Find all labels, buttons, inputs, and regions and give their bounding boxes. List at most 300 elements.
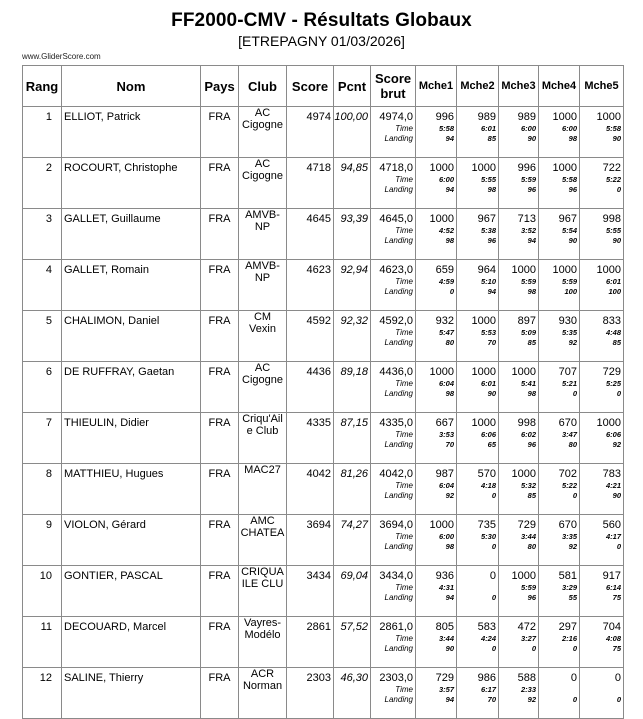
round-landing: 98 xyxy=(445,236,454,245)
table-row xyxy=(23,515,624,566)
round-2-cell xyxy=(457,413,499,464)
country-cell: FRA xyxy=(201,668,239,719)
rang-cell: 10 xyxy=(23,566,62,617)
club-cell: AC Cigogne xyxy=(239,362,287,413)
country-cell: FRA xyxy=(201,107,239,158)
round-time: 4:17 xyxy=(605,532,621,541)
round-landing: 0 xyxy=(616,542,621,551)
round-time: 6:02 xyxy=(520,430,536,439)
score-cell: 4436 xyxy=(287,362,334,413)
round-score: 704 xyxy=(602,621,621,633)
pilot-name: GALLET, Romain xyxy=(62,260,201,311)
round-landing: 94 xyxy=(487,287,496,296)
round-time: 5:10 xyxy=(480,277,496,286)
round-1-cell xyxy=(416,362,457,413)
round-5-cell xyxy=(580,209,624,260)
percent-cell: 89,18 xyxy=(334,362,371,413)
score-cell: 4645 xyxy=(287,209,334,260)
round-3-cell xyxy=(499,107,539,158)
round-landing: 0 xyxy=(572,389,577,398)
round-score: 967 xyxy=(477,213,496,225)
round-time: 5:59 xyxy=(561,277,577,286)
percent-cell: 100,00 xyxy=(334,107,371,158)
country-cell: FRA xyxy=(201,209,239,260)
site-credit: www.GliderScore.com xyxy=(22,52,101,61)
round-4-cell xyxy=(539,668,580,719)
round-landing: 98 xyxy=(445,389,454,398)
round-time: 6:01 xyxy=(480,124,496,133)
pilot-name: ROCOURT, Christophe xyxy=(62,158,201,209)
round-landing: 80 xyxy=(527,542,536,551)
round-1-cell xyxy=(416,158,457,209)
results-body xyxy=(23,107,624,719)
round-score: 1000 xyxy=(471,162,496,174)
round-score: 833 xyxy=(602,315,621,327)
round-score: 670 xyxy=(558,417,577,429)
round-score: 570 xyxy=(477,468,496,480)
round-5-cell xyxy=(580,158,624,209)
round-time: 6:00 xyxy=(438,532,454,541)
round-score: 707 xyxy=(558,366,577,378)
round-4-cell xyxy=(539,311,580,362)
round-1-cell xyxy=(416,107,457,158)
country-cell: FRA xyxy=(201,158,239,209)
percent-cell: 69,04 xyxy=(334,566,371,617)
raw-score-value: 3694,0 xyxy=(379,519,413,531)
round-landing: 0 xyxy=(616,695,621,704)
round-time: 6:01 xyxy=(480,379,496,388)
round-landing: 98 xyxy=(527,287,536,296)
round-landing: 0 xyxy=(531,644,536,653)
round-time: 3:35 xyxy=(561,532,577,541)
table-row xyxy=(23,566,624,617)
round-score: 1000 xyxy=(429,366,454,378)
round-landing: 92 xyxy=(612,440,621,449)
round-score: 783 xyxy=(602,468,621,480)
club-cell: CM Vexin xyxy=(239,311,287,362)
round-landing: 98 xyxy=(487,185,496,194)
col-header-mche2: Mche2 xyxy=(457,66,499,107)
raw-score-value: 4592,0 xyxy=(379,315,413,327)
round-score: 998 xyxy=(517,417,536,429)
round-landing: 90 xyxy=(612,236,621,245)
round-5-cell xyxy=(580,464,624,515)
round-3-cell xyxy=(499,668,539,719)
round-landing: 94 xyxy=(527,236,536,245)
page-title: FF2000-CMV - Résultats Globaux xyxy=(171,10,472,31)
landing-label: Landing xyxy=(384,389,413,398)
time-label: Time xyxy=(395,277,413,286)
round-3-cell xyxy=(499,566,539,617)
round-score: 805 xyxy=(435,621,454,633)
raw-score-cell xyxy=(371,260,416,311)
round-5-cell xyxy=(580,311,624,362)
round-score: 1000 xyxy=(596,264,621,276)
raw-score-value: 3434,0 xyxy=(379,570,413,582)
round-time: 6:00 xyxy=(561,124,577,133)
raw-score-cell xyxy=(371,107,416,158)
results-table xyxy=(22,65,624,719)
round-4-cell xyxy=(539,617,580,668)
round-landing: 0 xyxy=(491,593,496,602)
country-cell: FRA xyxy=(201,311,239,362)
round-5-cell xyxy=(580,566,624,617)
round-landing: 55 xyxy=(568,593,577,602)
round-landing: 90 xyxy=(445,644,454,653)
round-time: 5:54 xyxy=(561,226,577,235)
country-cell: FRA xyxy=(201,566,239,617)
round-landing: 96 xyxy=(568,185,577,194)
round-2-cell xyxy=(457,107,499,158)
round-score: 735 xyxy=(477,519,496,531)
round-landing: 0 xyxy=(491,491,496,500)
round-time: 3:53 xyxy=(438,430,454,439)
col-header-score-brut: Score brut xyxy=(371,66,416,107)
col-header-mche1: Mche1 xyxy=(416,66,457,107)
round-landing: 100 xyxy=(608,287,621,296)
raw-score-value: 4974,0 xyxy=(379,111,413,123)
pilot-name: ELLIOT, Patrick xyxy=(62,107,201,158)
round-landing: 94 xyxy=(445,134,454,143)
round-2-cell xyxy=(457,209,499,260)
raw-score-cell xyxy=(371,617,416,668)
raw-score-cell xyxy=(371,515,416,566)
round-time: 6:01 xyxy=(605,277,621,286)
score-cell: 4592 xyxy=(287,311,334,362)
col-header-pays: Pays xyxy=(201,66,239,107)
raw-score-cell xyxy=(371,209,416,260)
round-2-cell xyxy=(457,311,499,362)
round-time: 5:41 xyxy=(520,379,536,388)
raw-score-value: 2861,0 xyxy=(379,621,413,633)
round-2-cell xyxy=(457,260,499,311)
round-2-cell xyxy=(457,158,499,209)
round-time: 4:48 xyxy=(605,328,621,337)
round-time: 3:47 xyxy=(561,430,577,439)
pilot-name: SALINE, Thierry xyxy=(62,668,201,719)
round-time: 6:04 xyxy=(438,379,454,388)
raw-score-value: 2303,0 xyxy=(379,672,413,684)
round-landing: 75 xyxy=(612,593,621,602)
club-cell: CRIQUA ILE CLU xyxy=(239,566,287,617)
time-label: Time xyxy=(395,226,413,235)
round-landing: 94 xyxy=(445,185,454,194)
round-landing: 92 xyxy=(568,338,577,347)
round-time: 6:00 xyxy=(520,124,536,133)
table-row xyxy=(23,311,624,362)
round-landing: 0 xyxy=(491,644,496,653)
pilot-name: VIOLON, Gérard xyxy=(62,515,201,566)
round-5-cell xyxy=(580,362,624,413)
country-cell: FRA xyxy=(201,617,239,668)
round-landing: 85 xyxy=(527,491,536,500)
landing-label: Landing xyxy=(384,236,413,245)
landing-label: Landing xyxy=(384,440,413,449)
country-cell: FRA xyxy=(201,464,239,515)
round-score: 897 xyxy=(517,315,536,327)
round-4-cell xyxy=(539,515,580,566)
round-3-cell xyxy=(499,413,539,464)
time-label: Time xyxy=(395,685,413,694)
round-2-cell xyxy=(457,668,499,719)
round-time: 5:58 xyxy=(438,124,454,133)
round-time: 5:22 xyxy=(561,481,577,490)
percent-cell: 92,32 xyxy=(334,311,371,362)
round-4-cell xyxy=(539,107,580,158)
round-time xyxy=(457,583,496,593)
round-time: 4:31 xyxy=(438,583,454,592)
round-time: 5:22 xyxy=(605,175,621,184)
round-score: 1000 xyxy=(552,162,577,174)
round-landing: 98 xyxy=(445,542,454,551)
round-landing: 90 xyxy=(487,389,496,398)
round-score: 998 xyxy=(602,213,621,225)
round-score: 667 xyxy=(435,417,454,429)
country-cell: FRA xyxy=(201,260,239,311)
round-time: 5:30 xyxy=(480,532,496,541)
round-5-cell xyxy=(580,107,624,158)
round-time: 4:52 xyxy=(438,226,454,235)
raw-score-value: 4645,0 xyxy=(379,213,413,225)
round-score: 1000 xyxy=(511,570,536,582)
round-time: 5:55 xyxy=(480,175,496,184)
round-3-cell xyxy=(499,362,539,413)
round-landing: 96 xyxy=(527,593,536,602)
round-score: 932 xyxy=(435,315,454,327)
round-time: 4:18 xyxy=(480,481,496,490)
round-landing: 92 xyxy=(527,695,536,704)
round-1-cell xyxy=(416,617,457,668)
round-score: 1000 xyxy=(471,315,496,327)
landing-label: Landing xyxy=(384,134,413,143)
round-5-cell xyxy=(580,668,624,719)
round-time: 6:00 xyxy=(438,175,454,184)
round-landing: 90 xyxy=(612,134,621,143)
round-landing: 92 xyxy=(568,542,577,551)
round-2-cell xyxy=(457,464,499,515)
rang-cell: 6 xyxy=(23,362,62,413)
round-score: 1000 xyxy=(596,417,621,429)
round-3-cell xyxy=(499,311,539,362)
table-row xyxy=(23,413,624,464)
round-score: 1000 xyxy=(596,111,621,123)
round-4-cell xyxy=(539,158,580,209)
round-time: 3:57 xyxy=(438,685,454,694)
round-score: 996 xyxy=(435,111,454,123)
round-score: 1000 xyxy=(552,264,577,276)
club-cell: AMC CHATEA xyxy=(239,515,287,566)
pilot-name: GALLET, Guillaume xyxy=(62,209,201,260)
country-cell: FRA xyxy=(201,413,239,464)
round-landing: 0 xyxy=(572,644,577,653)
rang-cell: 12 xyxy=(23,668,62,719)
round-landing: 96 xyxy=(487,236,496,245)
round-time: 5:25 xyxy=(605,379,621,388)
score-cell: 4974 xyxy=(287,107,334,158)
round-time: 4:59 xyxy=(438,277,454,286)
raw-score-cell xyxy=(371,413,416,464)
raw-score-value: 4623,0 xyxy=(379,264,413,276)
round-4-cell xyxy=(539,260,580,311)
round-score: 986 xyxy=(477,672,496,684)
percent-cell: 94,85 xyxy=(334,158,371,209)
club-cell: ACR Norman xyxy=(239,668,287,719)
round-time: 3:52 xyxy=(520,226,536,235)
percent-cell: 74,27 xyxy=(334,515,371,566)
round-time: 5:59 xyxy=(520,175,536,184)
round-1-cell xyxy=(416,260,457,311)
col-header-score: Score xyxy=(287,66,334,107)
round-landing: 0 xyxy=(572,695,577,704)
round-score: 659 xyxy=(435,264,454,276)
round-3-cell xyxy=(499,209,539,260)
table-row xyxy=(23,617,624,668)
round-time: 3:44 xyxy=(520,532,536,541)
landing-label: Landing xyxy=(384,491,413,500)
round-landing: 85 xyxy=(487,134,496,143)
score-cell: 3694 xyxy=(287,515,334,566)
round-landing: 100 xyxy=(564,287,577,296)
round-time: 5:21 xyxy=(561,379,577,388)
round-score: 0 xyxy=(614,672,621,684)
round-landing: 90 xyxy=(612,491,621,500)
round-3-cell xyxy=(499,158,539,209)
round-1-cell xyxy=(416,464,457,515)
round-score: 729 xyxy=(435,672,454,684)
round-score: 588 xyxy=(517,672,536,684)
round-score: 917 xyxy=(602,570,621,582)
time-label: Time xyxy=(395,583,413,592)
round-4-cell xyxy=(539,209,580,260)
table-row xyxy=(23,158,624,209)
round-1-cell xyxy=(416,566,457,617)
table-row xyxy=(23,260,624,311)
time-label: Time xyxy=(395,379,413,388)
round-score: 1000 xyxy=(511,264,536,276)
round-landing: 92 xyxy=(445,491,454,500)
round-landing: 0 xyxy=(572,491,577,500)
pilot-name: MATTHIEU, Hugues xyxy=(62,464,201,515)
percent-cell: 87,15 xyxy=(334,413,371,464)
round-score: 987 xyxy=(435,468,454,480)
percent-cell: 81,26 xyxy=(334,464,371,515)
round-4-cell xyxy=(539,413,580,464)
round-landing: 65 xyxy=(487,440,496,449)
round-time: 5:53 xyxy=(480,328,496,337)
round-landing: 98 xyxy=(568,134,577,143)
round-score: 581 xyxy=(558,570,577,582)
raw-score-cell xyxy=(371,668,416,719)
club-cell: AC Cigogne xyxy=(239,158,287,209)
round-5-cell xyxy=(580,515,624,566)
table-row xyxy=(23,362,624,413)
raw-score-cell xyxy=(371,566,416,617)
round-time: 4:08 xyxy=(605,634,621,643)
round-score: 989 xyxy=(477,111,496,123)
round-2-cell xyxy=(457,515,499,566)
raw-score-value: 4042,0 xyxy=(379,468,413,480)
round-landing: 85 xyxy=(612,338,621,347)
round-time xyxy=(539,685,577,695)
rang-cell: 1 xyxy=(23,107,62,158)
round-landing: 96 xyxy=(527,440,536,449)
percent-cell: 46,30 xyxy=(334,668,371,719)
round-landing: 80 xyxy=(568,440,577,449)
club-cell: AC Cigogne xyxy=(239,107,287,158)
round-1-cell xyxy=(416,515,457,566)
round-2-cell xyxy=(457,617,499,668)
round-time: 6:06 xyxy=(605,430,621,439)
round-time: 2:33 xyxy=(520,685,536,694)
round-time: 3:29 xyxy=(561,583,577,592)
score-cell: 3434 xyxy=(287,566,334,617)
raw-score-value: 4718,0 xyxy=(379,162,413,174)
round-time: 5:59 xyxy=(520,583,536,592)
pilot-name: GONTIER, PASCAL xyxy=(62,566,201,617)
round-landing: 0 xyxy=(491,542,496,551)
round-score: 702 xyxy=(558,468,577,480)
score-cell: 4335 xyxy=(287,413,334,464)
time-label: Time xyxy=(395,634,413,643)
raw-score-cell xyxy=(371,464,416,515)
pilot-name: THIEULIN, Didier xyxy=(62,413,201,464)
time-label: Time xyxy=(395,175,413,184)
landing-label: Landing xyxy=(384,287,413,296)
round-3-cell xyxy=(499,617,539,668)
round-time: 5:35 xyxy=(561,328,577,337)
round-landing: 75 xyxy=(612,644,621,653)
round-time: 5:58 xyxy=(561,175,577,184)
round-time: 6:04 xyxy=(438,481,454,490)
round-time: 5:55 xyxy=(605,226,621,235)
landing-label: Landing xyxy=(384,542,413,551)
round-score: 722 xyxy=(602,162,621,174)
score-cell: 4042 xyxy=(287,464,334,515)
round-landing: 96 xyxy=(527,185,536,194)
round-time: 5:32 xyxy=(520,481,536,490)
round-landing: 85 xyxy=(527,338,536,347)
score-cell: 2861 xyxy=(287,617,334,668)
round-3-cell xyxy=(499,260,539,311)
round-3-cell xyxy=(499,464,539,515)
round-2-cell xyxy=(457,566,499,617)
landing-label: Landing xyxy=(384,644,413,653)
rang-cell: 4 xyxy=(23,260,62,311)
round-score: 472 xyxy=(517,621,536,633)
landing-label: Landing xyxy=(384,695,413,704)
round-score: 1000 xyxy=(511,468,536,480)
round-time: 5:47 xyxy=(438,328,454,337)
col-header-mche3: Mche3 xyxy=(499,66,539,107)
round-score: 1000 xyxy=(511,366,536,378)
percent-cell: 93,39 xyxy=(334,209,371,260)
table-row xyxy=(23,209,624,260)
rang-cell: 7 xyxy=(23,413,62,464)
raw-score-value: 4335,0 xyxy=(379,417,413,429)
round-score: 1000 xyxy=(429,519,454,531)
round-time: 5:58 xyxy=(605,124,621,133)
round-5-cell xyxy=(580,413,624,464)
round-2-cell xyxy=(457,362,499,413)
table-row xyxy=(23,464,624,515)
round-score: 0 xyxy=(570,672,577,684)
table-row xyxy=(23,668,624,719)
round-score: 1000 xyxy=(552,111,577,123)
round-score: 560 xyxy=(602,519,621,531)
round-score: 729 xyxy=(517,519,536,531)
round-score: 1000 xyxy=(471,366,496,378)
round-landing: 0 xyxy=(616,185,621,194)
